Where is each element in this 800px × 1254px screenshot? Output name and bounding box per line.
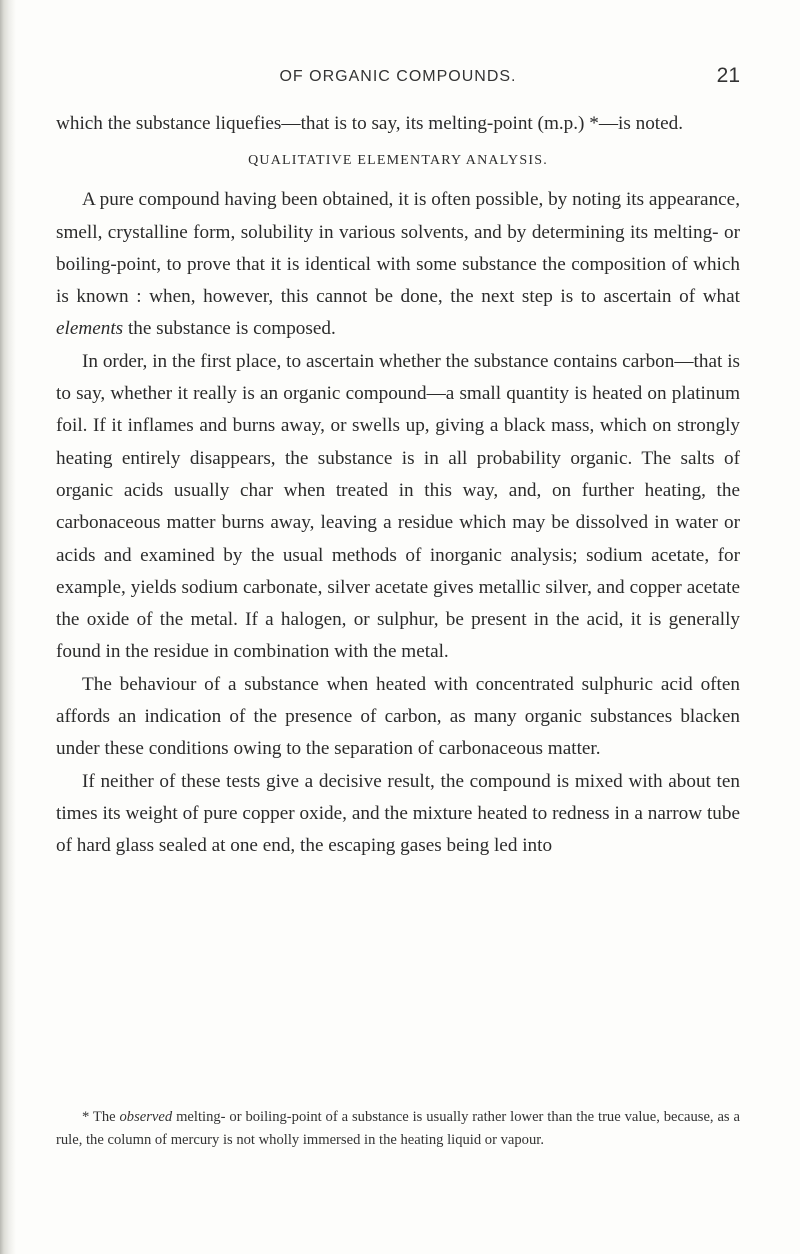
- paragraph-pure-compound: [56, 184, 740, 345]
- footnote: [56, 1106, 740, 1152]
- paragraph-continuation: which the substance liquefies—that is to say, its melting-point (m.p.) *—is noted.: [56, 113, 684, 134]
- emphasis-observed: observed: [119, 1109, 173, 1125]
- body-text: [56, 108, 740, 863]
- page-number: 21: [716, 64, 740, 87]
- paragraph-text: the substance is composed.: [123, 318, 336, 340]
- footnote-text: * The: [82, 1109, 120, 1125]
- paragraph-sulphuric-acid: The behaviour of a substance when heated with concentrated sulphuric acid often affords an indication of the presence of carbon, as many organic substances blacken under these conditions owing to the separation of carbonaceous matter.: [56, 673, 740, 760]
- paragraph-carbon-test: In order, in the first place, to ascertain whether the substance contains carbon—that is to say, whether it really is an organic compound—a small quantity is heated on platinum foil. If it inflames and burns away, or swells up, giving a black mass, which on strongly heating entirely disappears, the substance is in all probability organic. The salts of organic acids usually char when treated in this way, and, on further heating, the carbonaceous matter burns away, leaving a residue which may be dissolved in water or acids and examined by the usual methods of inorganic analysis; sodium acetate, for example, yields sodium carbonate, silver acetate gives metallic silver, and copper acetate the oxide of the metal. If a halogen, or sulphur, be present in the acid, it is generally found in the residue in combination with the metal.: [56, 350, 740, 663]
- running-title: OF ORGANIC COMPOUNDS.: [279, 68, 517, 85]
- page-edge-shadow: [0, 0, 16, 1254]
- footnote-text: melting- or boiling-point of a substance is usually rather lower than the true value, because, as a rule, the column of mercury is not wholly immersed in the heating liquid or vapour.: [56, 1109, 740, 1148]
- paragraph-copper-oxide: If neither of these tests give a decisive result, the compound is mixed with about ten times its weight of pure copper oxide, and the mixture heated to redness in a narrow tube of hard glass sealed at one end, the escaping gases being led into: [56, 770, 740, 857]
- section-heading: QUALITATIVE ELEMENTARY ANALYSIS.: [248, 153, 548, 169]
- paragraph-text: A pure compound having been obtained, it is often possible, by noting its appearance, smell, crystalline form, solubility in various solvents, and by determining its melting- or boiling-point, to prove that it is identical with some substance the composition of which is known : when, however, this cannot be done, the next step is to ascertain of what: [56, 189, 740, 308]
- emphasis-elements: elements: [56, 318, 124, 340]
- page-header: [56, 64, 740, 94]
